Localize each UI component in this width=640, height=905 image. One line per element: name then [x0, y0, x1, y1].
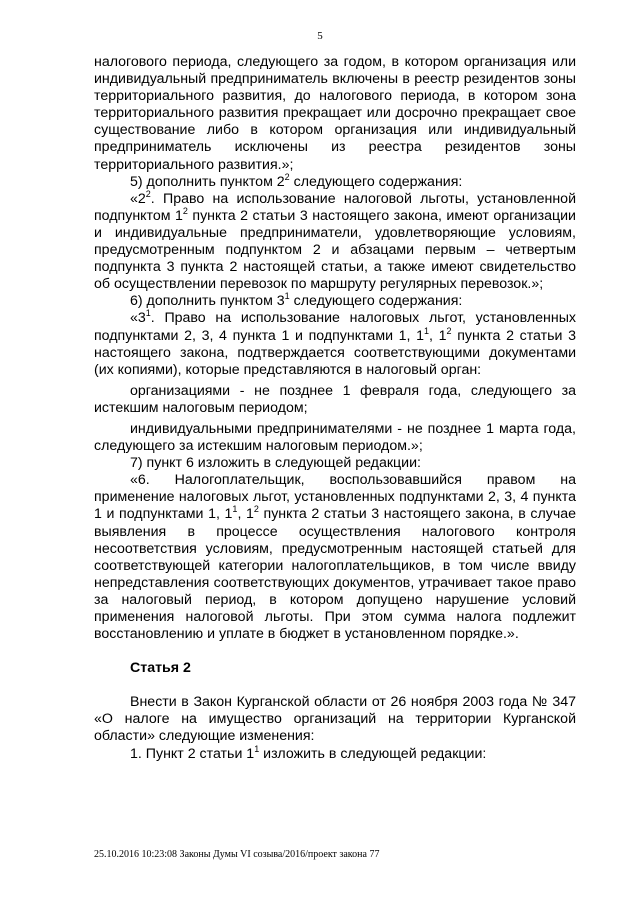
- text-run: «2: [130, 190, 146, 207]
- paragraph-amendment-intro: Внести в Закон Курганской области от 26 ноября 2003 года № 347 «О налоге на имущество организаций на территории Курганской области» следующие изменения:: [94, 694, 576, 745]
- superscript: 2: [253, 504, 259, 515]
- paragraph-item-1: [94, 743, 576, 763]
- text-run: пункта 2 статьи 3 настоящего закона, подтверждается соответствующими документами (их копиями), которые представляются в налоговый орган:: [94, 327, 576, 378]
- paragraph-item-5: [94, 171, 576, 191]
- article-heading: Статья 2: [130, 660, 191, 677]
- superscript: 1: [145, 308, 151, 319]
- paragraph-item-7: 7) пункт 6 изложить в следующей редакции:: [130, 455, 421, 472]
- paragraph-entrepreneurs: индивидуальными предпринимателями - не позднее 1 марта года, следующего за истекшим налоговым периодом.»;: [94, 420, 576, 455]
- paragraph-point-3-1: [94, 310, 576, 378]
- text-run: 6) дополнить пунктом 3: [130, 293, 285, 310]
- document-body: [94, 54, 576, 763]
- text-run: «6. Налогоплательщик, воспользовавшийся правом на применение налоговых льгот, установленных подпунктами 2, 3, 4 пункта 1 и подпунктами 1, 1: [94, 472, 576, 523]
- paragraph-point-2-2: [94, 188, 576, 294]
- text-run: , 1: [429, 327, 447, 344]
- text-run: следующего содержания:: [289, 173, 463, 190]
- text-run: следующего содержания:: [289, 293, 463, 310]
- text-run: «3: [130, 310, 146, 327]
- superscript: 1: [254, 743, 260, 754]
- text-run: . Право на использование налоговой льготы, установленной подпунктом 1: [94, 190, 576, 224]
- text-run: 5) дополнить пунктом 2: [130, 173, 285, 190]
- text-run: пункта 2 статьи 3 настоящего закона, в случае выявления в процессе осуществления налогового контроля несоответствия условиям, предусмотренным настоящей статьей для соответствующей категории налогоплательщиков, в том числе ввиду непредставления соответствующих документов, утрачивает такое право за налоговый период, в котором допущено нарушение условий применения налоговой льготы. При этом сумма налога подлежит восстановлению и уплате в бюджет в установленном порядке.».: [94, 506, 577, 643]
- superscript: 2: [182, 205, 188, 216]
- paragraph-item-6: [94, 293, 576, 310]
- superscript: 1: [232, 504, 238, 515]
- paragraph-point-6: [94, 472, 576, 643]
- text-run: изложить в следующей редакции:: [259, 745, 487, 762]
- superscript: 1: [424, 325, 430, 336]
- superscript: 2: [284, 171, 290, 182]
- superscript: 2: [446, 325, 452, 336]
- text-run: пункта 2 статьи 3 настоящего закона, имеют организации и индивидуальные предприниматели, удовлетворяющие условиям, предусмотренным подпунктом 2 и абзацами первым – четвертым подпункта 3 пункта 2 настоящей статьи, а также имеют свидетельство об осуществлении перевозок по маршруту регулярных перевозок.»;: [94, 207, 576, 293]
- page-number: 5: [317, 30, 323, 42]
- footer-file-path: 25.10.2016 10:23:08 Законы Думы VI созыва/2016/проект закона 77: [94, 849, 380, 860]
- paragraph-organizations: организациями - не позднее 1 февраля года, следующего за истекшим налоговым периодом;: [94, 382, 576, 416]
- text-run: 1. Пункт 2 статьи 1: [130, 745, 255, 762]
- text-run: , 1: [237, 506, 254, 523]
- superscript: 2: [145, 188, 151, 199]
- superscript: 1: [284, 291, 290, 302]
- text-run: . Право на использование налоговых льгот, установленных подпунктами 2, 3, 4 пункта 1 и подпунктами 1, 1: [94, 310, 576, 344]
- paragraph-continuation: налогового периода, следующего за годом, в котором организация или индивидуальный предприниматель включены в реестр резидентов зоны территориального развития, до налогового периода, в котором зона территориального развития прекращает или досрочно прекращает свое существование либо в котором организация или индивидуальный предприниматель исключены из реестра резидентов зоны территориального развития.»;: [94, 54, 576, 173]
